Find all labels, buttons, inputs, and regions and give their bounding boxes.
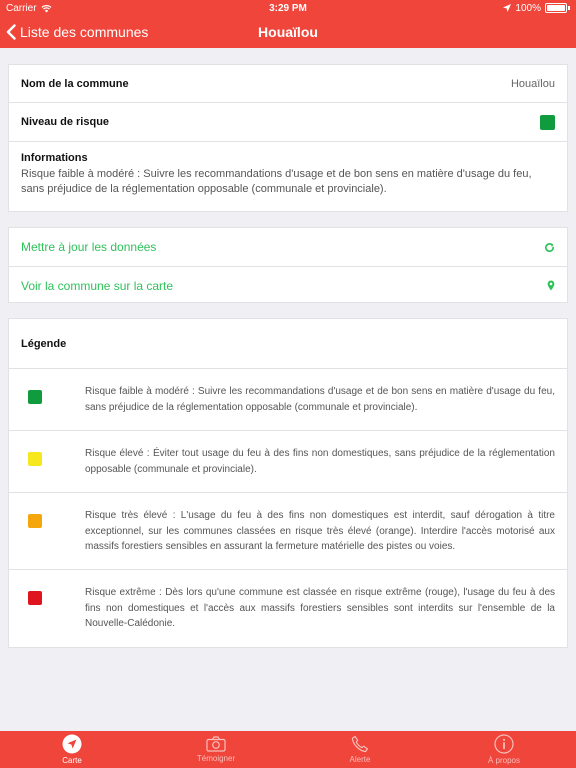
legend-item-very-high <box>9 493 567 570</box>
map-pin-icon <box>547 280 555 291</box>
risk-level-indicator <box>540 115 555 130</box>
location-arrow-icon <box>503 4 511 12</box>
tab-temoigner-label: Témoigner <box>196 754 236 763</box>
risk-level-label: Niveau de risque <box>21 116 110 128</box>
back-button[interactable] <box>6 16 148 48</box>
info-icon <box>494 734 514 754</box>
page-title: Houaïlou <box>258 24 318 40</box>
commune-name-row <box>9 65 567 103</box>
phone-icon <box>351 735 369 753</box>
informations-row <box>9 142 567 207</box>
legend-color-low <box>28 390 42 404</box>
tab-a-propos-label: À propos <box>487 756 521 765</box>
risk-level-row <box>9 103 567 142</box>
commune-name-label: Nom de la commune <box>21 77 129 90</box>
tab-a-propos[interactable] <box>432 731 576 768</box>
commune-name-value: Houaïlou <box>510 77 555 90</box>
navigation-arrow-icon <box>62 734 82 754</box>
view-on-map-label: Voir la commune sur la carte <box>21 278 174 293</box>
tab-bar <box>0 731 576 768</box>
battery-percent: 100% <box>515 2 541 14</box>
informations-label: Informations <box>21 152 88 164</box>
chevron-left-icon <box>6 24 16 40</box>
nav-bar <box>0 16 576 48</box>
legend-color-extreme <box>28 591 42 605</box>
legend-item-high <box>9 431 567 493</box>
carrier-label: Carrier <box>6 2 37 14</box>
update-data-button[interactable] <box>9 228 567 266</box>
legend-color-very-high <box>28 514 42 528</box>
legend-item-extreme <box>9 570 567 647</box>
legend-card <box>8 318 568 648</box>
legend-title: Légende <box>21 337 67 350</box>
view-on-map-button[interactable] <box>9 266 567 304</box>
camera-icon <box>206 736 226 752</box>
tab-alerte[interactable] <box>288 731 432 768</box>
legend-color-high <box>28 452 42 466</box>
legend-text-low: Risque faible à modéré : Suivre les recommandations d'usage et de bon sens en matière d'usage du feu, sans préjudice de la réglementation opposable (communale et provinciale). <box>85 386 555 413</box>
update-data-label: Mettre à jour les données <box>21 240 157 254</box>
legend-item-low <box>9 369 567 431</box>
legend-text-extreme: Risque extrême : Dès lors qu'une commune est classée en risque extrême (rouge), l'usage du feu à des fins non domestiques et l'accès aux massifs forestiers sensibles sont interdits sur l'ensemble de la Nouvelle-Calédonie. <box>85 587 555 629</box>
status-right <box>503 3 570 14</box>
refresh-icon <box>544 242 555 253</box>
tab-alerte-label: Alerte <box>349 755 371 764</box>
legend-title-row <box>9 319 567 369</box>
legend-text-high: Risque élevé : Éviter tout usage du feu à des fins non domestiques, sans préjudice de la réglementation opposable (communale et provinciale). <box>85 448 555 475</box>
tab-carte-label: Carte <box>62 756 82 765</box>
wifi-icon <box>41 4 52 13</box>
tab-temoigner[interactable] <box>144 731 288 768</box>
tab-carte[interactable] <box>0 731 144 768</box>
status-left <box>6 3 52 14</box>
back-label: Liste des communes <box>20 24 149 40</box>
battery-icon <box>545 3 567 13</box>
legend-text-very-high: Risque très élevé : L'usage du feu à des fins non domestiques est interdit, sauf dérogation à titre exceptionnel, sur les communes classées en risque très élevé (orange). Interdire l'accès motorisé aux massifs forestiers sensibles en assurant la fermeture matérielle des pistes ou voies. <box>85 510 555 552</box>
status-time: 3:29 PM <box>269 2 307 14</box>
status-bar <box>0 0 576 16</box>
commune-info-card <box>8 64 568 212</box>
battery-tip <box>568 6 570 10</box>
actions-card <box>8 227 568 303</box>
informations-text: Risque faible à modéré : Suivre les recommandations d'usage et de bon sens en matière d'usage du feu, sans préjudice de la réglementation opposable (communale et provinciale). <box>21 168 532 195</box>
